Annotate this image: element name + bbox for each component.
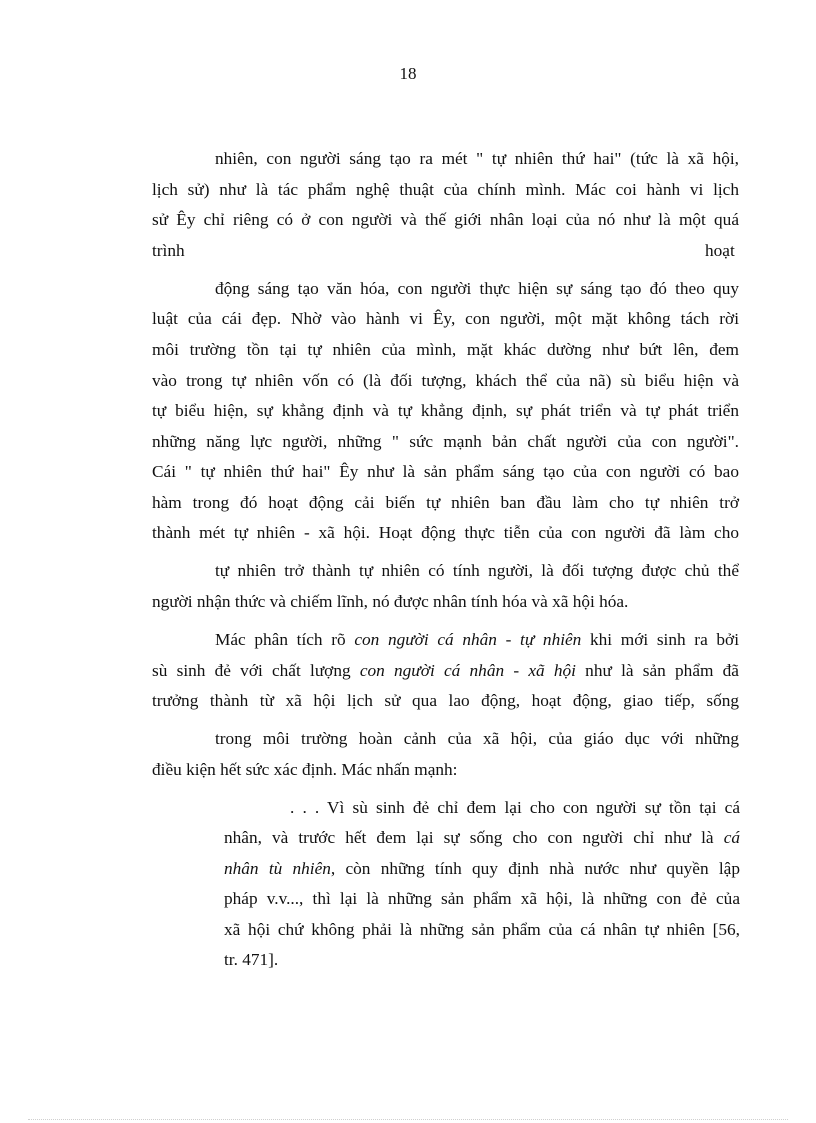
text-line: pháp v.v..., thì lại là những sản phẩm xã hội, là những con đẻ của — [224, 889, 740, 908]
text-line: hoạt — [705, 241, 735, 260]
text-line: vào trong tự nhiên vốn có (là đối tượng, khách thể của nã) sù biểu hiện và — [152, 371, 739, 390]
text-line: luật của cái đẹp. Nhờ vào hành vi Êy, con người, một mặt không tách rời — [152, 309, 739, 328]
text-line: Mác phân tích rõ con người cá nhân - tự nhiên khi mới sinh ra bởi — [215, 630, 739, 649]
text-line: thành mét tự nhiên - xã hội. Hoạt động thực tiễn của con người đã làm cho — [152, 523, 739, 542]
text-line: tự nhiên trở thành tự nhiên có tính người, là đối tượng được chủ thể — [215, 561, 739, 580]
text-line: tự biểu hiện, sự khẳng định và tự khẳng định, sự phát triển và tự phát triển — [152, 401, 739, 420]
text-line: nhân, và trước hết đem lại sự sống cho con người chỉ như là cá — [224, 828, 740, 847]
text-line: những năng lực người, những " sức mạnh bản chất người của con người". — [152, 432, 739, 451]
italic-term: nhân tù nhiên — [224, 859, 331, 878]
text-line: môi trường tồn tại tự nhiên của mình, mặt khác dường như bứt lên, đem — [152, 340, 739, 359]
text-line: tr. 471]. — [224, 950, 279, 969]
text-line: nhiên, con người sáng tạo ra mét " tự nhiên thứ hai" (tức là xã hội, — [215, 149, 739, 168]
text-line: trong môi trường hoàn cảnh của xã hội, của giáo dục với những — [215, 729, 739, 748]
text-line: động sáng tạo văn hóa, con người thực hiện sự sáng tạo đó theo quy — [215, 279, 739, 298]
text-line: sử Êy chỉ riêng có ở con người và thế giới nhân loại của nó như là một quá — [152, 210, 739, 229]
text-line: nhân tù nhiên, còn những tính quy định nhà nước như quyền lập — [224, 859, 740, 878]
italic-term: cá — [723, 828, 740, 847]
footer-divider — [28, 1119, 788, 1120]
page-number: 18 — [399, 64, 417, 83]
text-line: Cái " tự nhiên thứ hai" Êy như là sản phẩm sáng tạo của con người có bao — [152, 462, 739, 481]
text-line: lịch sử) như là tác phẩm nghệ thuật của chính mình. Mác coi hành vi lịch — [152, 180, 739, 199]
text-line: người nhận thức và chiếm lĩnh, nó được nhân tính hóa và xã hội hóa. — [152, 592, 629, 611]
text-line: xã hội chứ không phải là những sản phẩm của cá nhân tự nhiên [56, — [224, 920, 740, 939]
text-line: sù sinh đẻ với chất lượng con người cá nhân - xã hội như là sản phẩm đã — [152, 661, 739, 680]
text-line: trưởng thành từ xã hội lịch sử qua lao động, hoạt động, giao tiếp, sống — [152, 691, 739, 710]
italic-term: con người cá nhân - tự nhiên — [354, 630, 582, 649]
text-line: điều kiện hết sức xác định. Mác nhấn mạnh: — [152, 760, 458, 779]
text-line: . . . Vì sù sinh đẻ chỉ đem lại cho con người sự tồn tại cá — [290, 798, 740, 817]
text-line: trình — [152, 241, 185, 260]
italic-term: con người cá nhân - xã hội — [359, 661, 576, 680]
text-line: hàm trong đó hoạt động cải biến tự nhiên ban đầu làm cho tự nhiên trở — [152, 493, 739, 512]
